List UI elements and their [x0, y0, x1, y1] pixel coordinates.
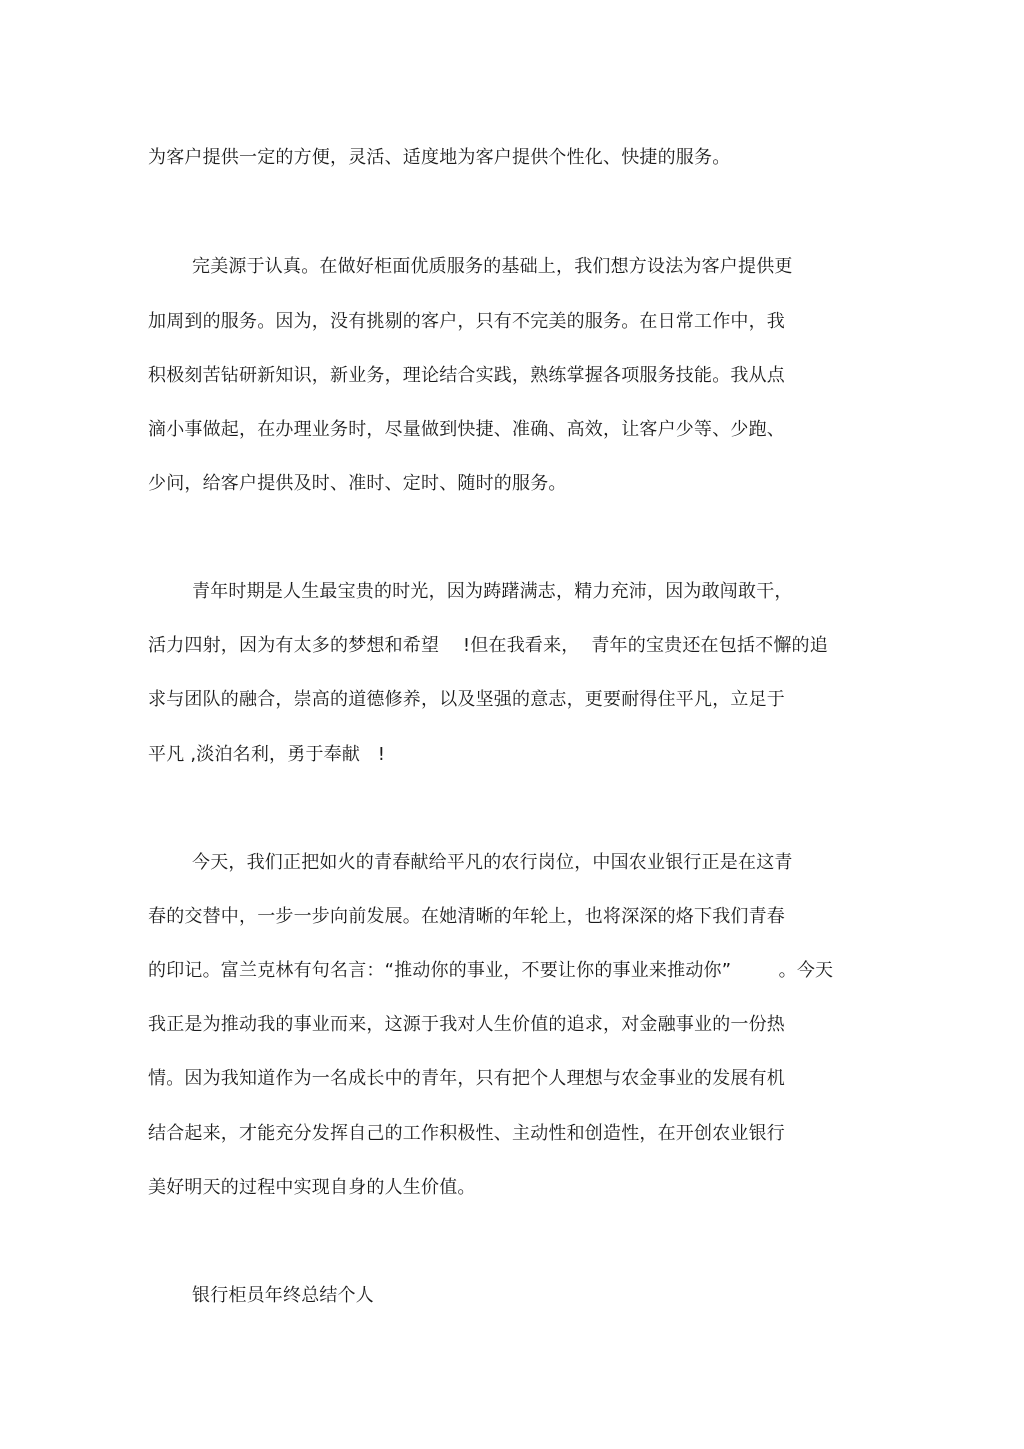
- paragraph-4-line-2: 春的交替中，一步一步向前发展。在她清晰的年轮上，也将深深的烙下我们青春: [148, 906, 785, 927]
- paragraph-4-line-3: 的印记。富兰克林有句名言：“推动你的事业，不要让你的事业来推动你” 。今天: [148, 960, 834, 981]
- paragraph-2-line-4: 滴小事做起，在办理业务时，尽量做到快捷、准确、高效，让客户少等、少跑、: [148, 419, 785, 440]
- paragraph-4-line-7: 美好明天的过程中实现自身的人生价值。: [148, 1177, 476, 1198]
- section-title: 银行柜员年终总结个人: [192, 1285, 374, 1306]
- paragraph-2-line-3: 积极刻苦钻研新知识，新业务，理论结合实践，熟练掌握各项服务技能。我从点: [148, 365, 785, 386]
- paragraph-3-line-2: 活力四射，因为有太多的梦想和希望 !但在我看来， 青年的宝贵还在包括不懈的追: [148, 635, 828, 656]
- paragraph-4-line-1: 今天，我们正把如火的青春献给平凡的农行岗位，中国农业银行正是在这青: [192, 852, 793, 873]
- paragraph-2-line-5: 少问，给客户提供及时、准时、定时、随时的服务。: [148, 473, 567, 494]
- paragraph-4-line-4: 我正是为推动我的事业而来，这源于我对人生价值的追求，对金融事业的一份热: [148, 1014, 785, 1035]
- paragraph-1-line-1: 为客户提供一定的方便，灵活、适度地为客户提供个性化、快捷的服务。: [148, 147, 731, 168]
- paragraph-4-line-5: 情。因为我知道作为一名成长中的青年，只有把个人理想与农金事业的发展有机: [148, 1068, 785, 1089]
- paragraph-3-line-4: 平凡 ,淡泊名利，勇于奉献 !: [148, 744, 386, 765]
- paragraph-2-line-1: 完美源于认真。在做好柜面优质服务的基础上，我们想方设法为客户提供更: [192, 256, 793, 277]
- paragraph-3-line-3: 求与团队的融合，崇高的道德修养，以及坚强的意志，更要耐得住平凡，立足于: [148, 689, 785, 710]
- paragraph-3-line-1: 青年时期是人生最宝贵的时光，因为踌躇满志，精力充沛，因为敢闯敢干，: [192, 581, 793, 602]
- paragraph-4-line-6: 结合起来，才能充分发挥自己的工作积极性、主动性和创造性，在开创农业银行: [148, 1123, 785, 1144]
- paragraph-2-line-2: 加周到的服务。因为，没有挑剔的客户，只有不完美的服务。在日常工作中，我: [148, 311, 785, 332]
